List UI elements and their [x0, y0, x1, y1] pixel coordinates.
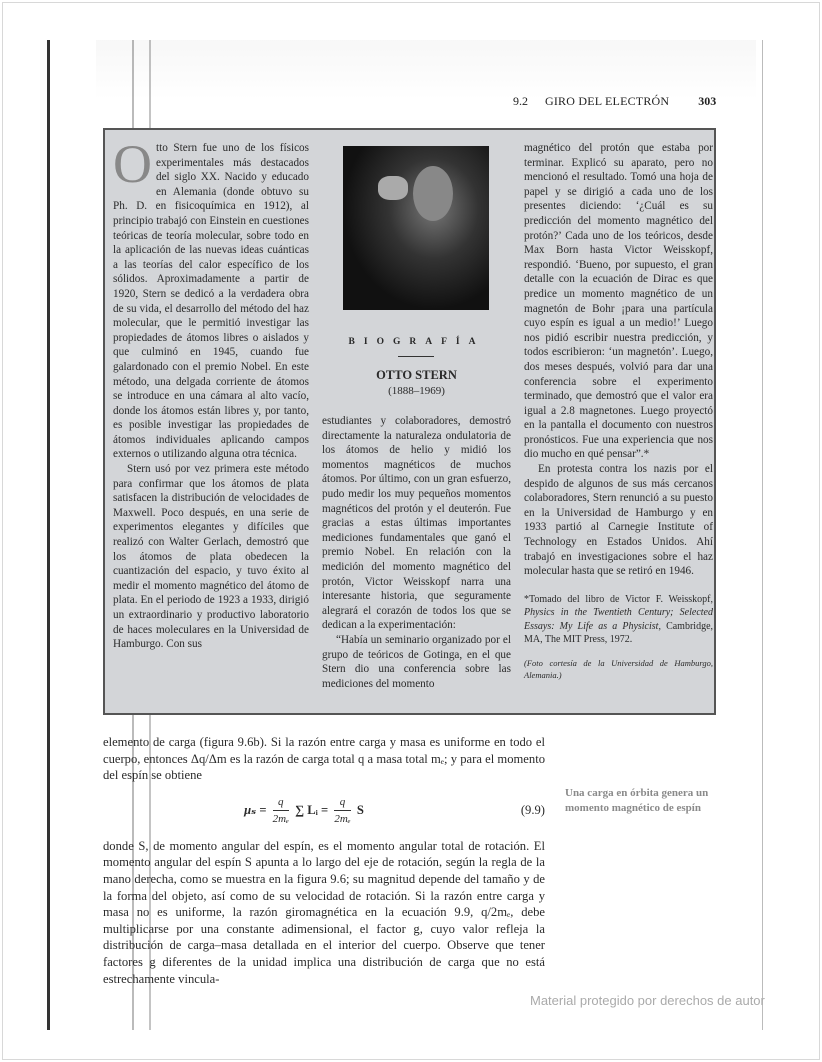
paragraph: magnético del protón que estaba por terminar. Explicó su aparato, pero no mencionó el resultado. Tomó una hoja de papel y se dirigió a cada uno de los presentes diciendo: ‘¿Cuál es su predicción del momento magnético del protón?’ Cada uno de los teóricos, desde Max Born hasta Victor Weisskopf, respondió. ‘Bueno, por supuesto, el gran detalle con la ecuación de Dirac es que predice un momento magnético de un magnetón de Bohr ¡para una partícula cuyo espín es igual a un medio!’ Luego nos pidió escribir nuestra predicción, y todos escribieron: ‘un magnetón’. Luego, dos meses después, volvió para dar una conferencia sobre el experimento terminado, que demostró que el valor era igual a 2.8 magnetones. Luego proyectó en la pantalla el documento con nuestros pronósticos. Fue una experiencia que nos dio mucho en qué pensar”.*: [524, 142, 713, 461]
margin-note: Una carga en órbita genera un momento magnético de espín: [565, 787, 709, 814]
biography-name: OTTO STERN: [376, 368, 457, 382]
main-text: [103, 734, 545, 987]
running-header: [513, 94, 716, 109]
paragraph: estudiantes y colaboradores, demostró directamente la naturaleza ondulatoria de los átomos de helio y midió los momentos magnéticos de muchos átomos. Por último, con un gran esfuerzo, pudo medir los muy pequeños momentos magnéticos del protón y el deuterón. Fue gracias a estas últimas importantes mediciones fundamentales que ganó el premio Nobel. En relación con la medición del momento magnético del protón, Victor Weisskopf narra una interesante historia, que seguramente alegrará el corazón de todos los que se dedican a la experimentación:: [322, 415, 511, 632]
section-number: 9.2: [513, 94, 528, 108]
paragraph: Stern usó por vez primera este método para confirmar que los átomos de plata satisfacen la distribución de velocidades de Maxwell. Poco después, en una serie de experimentos elegantes y difíciles que realizó con Walter Gerlach, demostró que los átomos de plata obedecen la cuantización del espacio, y tuvo éxito al medir el momento magnético del átomo de plata. En el periodo de 1923 a 1933, dirigió un extraordinario y productivo laboratorio de haces moleculares en la Universidad de Hamburgo. Con sus: [113, 463, 309, 651]
fraction: [334, 794, 350, 828]
biography-column-2: [322, 414, 511, 691]
photo-face: [413, 166, 453, 221]
biography-label: BIOGRAFÍA: [348, 337, 485, 347]
paragraph: En protesta contra los nazis por el despido de algunos de sus más cercanos colaboradores, Stern renunció a su puesto en la Universidad de Hamburgo y en 1933 partió al Carnegie Institute of Technology en Estados Unidos. Ahí trabajó en investigaciones sobre el haz molecular hasta que se retiró en 1946.: [524, 463, 713, 578]
fraction: [273, 794, 289, 828]
photo-hand: [378, 176, 408, 200]
paragraph: donde S, de momento angular del espín, es el momento angular total de rotación. El momento angular del espín S apunta a lo largo del eje de rotación, según la regla de la mano derecha, como se muestra en la figura 9.6; su magnitud depende del tamaño y de la forma del objeto, así como de su velocidad de rotación. Si la razón entre carga y masa no es uniforme, la razón giromagnética en la ecuación 9.9, q/2mₑ, debe multiplicarse por una constante adimensional, el factor g, cuyo valor refleja la distribución de carga–masa detallada en el interior del cuerpo. Observe que tener factores g diferentes de la unidad implica una distribución de carga que no está estrechamente vincula-: [103, 838, 545, 986]
scan-line: [762, 40, 763, 1030]
footnote-text: Cambridge, MA, The MIT Press, 1972.: [524, 620, 714, 646]
biography-column-1: [113, 134, 309, 652]
fraction-numerator: q: [273, 794, 289, 812]
photo-credit: (Foto cortesía de la Universidad de Hamburgo, Alemania.): [524, 657, 713, 680]
fraction-denominator: 2mₑ: [272, 813, 289, 826]
eq-sum: ∑ Lᵢ =: [295, 802, 329, 817]
paragraph: tto Stern fue uno de los físicos experimentales más destacados del siglo XX. Nacido y educado en Alemania (donde obtuvo su Ph. D. en fisicoquímica en 1912), al principio trabajó con Einstein en cuestiones teóricas de teoría molecular, sobre todo en la aplicación de las nuevas ideas cuánticas a las teorías del calor específico de los sólidos. Aproximadamente a partir de 1920, Stern se dedicó a la verdadera obra de su vida, el desarrollo del método del haz molecular, que le permitió investigar las propiedades de átomos libres o aislados y que culminó en 1945, cuando fue galardonado con el premio Nobel. En este método, una delgada corriente de átomos se introduce en una cámara al alto vacío, donde los átomos están libres y, por tanto, es posible investigar las propiedades de átomos individuales aplicando campos externos o utilizando alguna otra técnica.: [113, 142, 309, 461]
otto-stern-photo: [343, 146, 489, 310]
footnote-text: *Tomado del libro de Victor F. Weisskopf,: [524, 593, 713, 605]
equation-math: [103, 794, 505, 828]
eq-rhs: S: [356, 802, 364, 817]
equation-9-9: [103, 786, 545, 836]
eq-lhs: μₛ =: [244, 802, 267, 817]
footnote-book-title: Physics in the Twentieth Century; Selected Essays: My Life as a Physicist,: [524, 607, 713, 632]
drop-cap: O: [113, 134, 152, 194]
divider: [398, 356, 434, 357]
biography-years: (1888–1969): [388, 385, 445, 397]
chapter-title: GIRO DEL ELECTRÓN: [545, 94, 670, 108]
footnote: [524, 593, 713, 647]
page-number: 303: [698, 94, 717, 108]
paragraph: “Había un seminario organizado por el grupo de teóricos de Gotinga, en el que Stern dio una conferencia sobre las mediciones del momento: [322, 633, 511, 690]
fraction-denominator: 2mₑ: [334, 813, 351, 826]
equation-number: (9.9): [520, 803, 545, 818]
bleed-through: [96, 40, 756, 100]
scan-edge-bar: [47, 40, 50, 1030]
fraction-numerator: q: [334, 794, 350, 812]
biography-column-3: [524, 141, 713, 681]
copyright-watermark: Material protegido por derechos de autor: [530, 993, 765, 1008]
paragraph: elemento de carga (figura 9.6b). Si la razón entre carga y masa es uniforme en todo el cuerpo, entonces Δq/Δm es la razón de carga total q a masa total mₑ; y para el momento del espín se obtiene: [103, 735, 545, 783]
